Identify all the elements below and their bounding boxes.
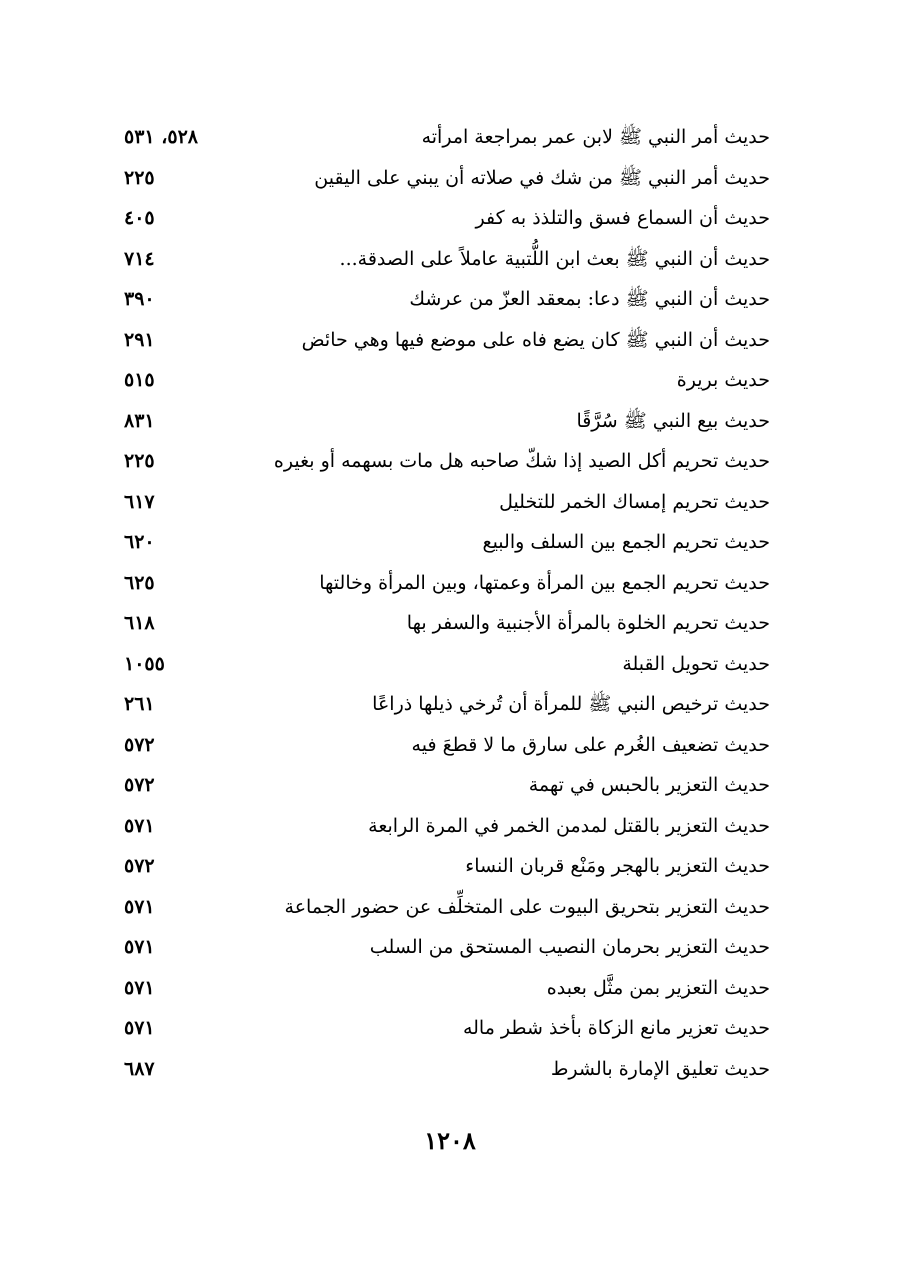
entry-title: حديث التعزير بالهجر ومَنْع قربان النساء bbox=[465, 855, 770, 877]
index-entry bbox=[110, 198, 770, 239]
entry-title: حديث تحريم الجمع بين المرأة وعمتها، وبين المرأة وخالتها bbox=[319, 571, 770, 594]
entry-title: حديث بريرة bbox=[676, 369, 770, 391]
entry-title: حديث تعليق الإمارة بالشرط bbox=[550, 1057, 770, 1080]
index-entry bbox=[110, 563, 770, 604]
index-entry bbox=[110, 765, 770, 806]
entry-page-numbers: ٢٩١ bbox=[124, 328, 155, 351]
index-entry bbox=[110, 684, 770, 725]
index-entry bbox=[110, 968, 770, 1009]
index-entry bbox=[110, 239, 770, 280]
entry-title: حديث أن النبي ﷺ دعا: بمعقد العزّ من عرشك bbox=[409, 288, 770, 310]
index-entry bbox=[110, 806, 770, 847]
entry-title: حديث بيع النبي ﷺ سُرَّقًا bbox=[576, 409, 770, 432]
entry-title: حديث تضعيف الغُرم على سارق ما لا قطعَ فيه bbox=[411, 733, 770, 756]
entry-page-numbers: ٢٢٥ bbox=[124, 166, 155, 189]
index-entry bbox=[110, 117, 770, 158]
entry-title: حديث تحريم الخلوة بالمرأة الأجنبية والسفر بها bbox=[406, 612, 770, 634]
entry-page-numbers: ٨٣١ bbox=[124, 409, 155, 432]
entry-page-numbers: ٣٩٠ bbox=[124, 288, 155, 310]
entry-page-numbers: ٥٧١ bbox=[124, 1017, 155, 1039]
entry-title: حديث التعزير بالقتل لمدمن الخمر في المرة الرابعة bbox=[368, 814, 770, 837]
entry-title: حديث ترخيص النبي ﷺ للمرأة أن تُرخي ذيلها ذراعًا bbox=[372, 693, 770, 715]
entry-title: حديث تحويل القبلة bbox=[622, 652, 770, 675]
entry-page-numbers: ٤٠٥ bbox=[124, 207, 155, 229]
entry-title: حديث التعزير بمن مثَّل بعبده bbox=[546, 976, 770, 999]
index-entry bbox=[110, 927, 770, 968]
entry-title: حديث التعزير بالحبس في تهمة bbox=[528, 774, 770, 796]
entry-title: حديث أن السماع فسق والتلذذ به كفر bbox=[475, 207, 770, 229]
index-entry bbox=[110, 522, 770, 563]
entry-page-numbers: ٢٦١ bbox=[124, 693, 155, 715]
entry-page-numbers: ٦١٨ bbox=[124, 612, 155, 634]
entry-page-numbers: ٥٧١ bbox=[124, 895, 155, 918]
entry-page-numbers: ٥١٥ bbox=[124, 369, 155, 391]
entry-title: حديث تحريم إمساك الخمر للتخليل bbox=[499, 490, 770, 513]
entry-title: حديث أمر النبي ﷺ لابن عمر بمراجعة امرأته bbox=[421, 126, 770, 148]
entry-title: حديث التعزير بحرمان النصيب المستحق من السلب bbox=[369, 936, 770, 958]
entry-page-numbers: ٥٧١ bbox=[124, 936, 155, 958]
entry-page-numbers: ٥٧٢ bbox=[124, 774, 155, 796]
entry-page-numbers: ٧١٤ bbox=[124, 247, 155, 270]
index-entry bbox=[110, 401, 770, 442]
entry-page-numbers: ٦٨٧ bbox=[124, 1057, 155, 1080]
entry-page-numbers: ٦٢٥ bbox=[124, 571, 155, 594]
entry-page-numbers: ٥٧٢ bbox=[124, 855, 155, 877]
index-entry bbox=[110, 887, 770, 928]
entry-page-numbers: ١٠٥٥ bbox=[124, 652, 165, 675]
entry-title: حديث التعزير بتحريق البيوت على المتخلِّف عن حضور الجماعة bbox=[284, 895, 770, 918]
entry-title: حديث تحريم الجمع بين السلف والبيع bbox=[482, 531, 770, 553]
entry-page-numbers: ٦٢٠ bbox=[124, 531, 155, 553]
entry-title: حديث تحريم أكل الصيد إذا شكّ صاحبه هل مات بسهمه أو بغيره bbox=[273, 450, 770, 472]
entry-title: حديث أن النبي ﷺ بعث ابن اللُّتبية عاملاً على الصدقة... bbox=[339, 247, 770, 270]
index-entry bbox=[110, 603, 770, 644]
entry-title: حديث أمر النبي ﷺ من شك في صلاته أن يبني على اليقين bbox=[314, 166, 770, 189]
index-entry bbox=[110, 279, 770, 320]
index-entry bbox=[110, 158, 770, 199]
index-entry bbox=[110, 644, 770, 685]
index-entry bbox=[110, 1008, 770, 1049]
page-number: ١٢٠٨ bbox=[424, 1126, 476, 1155]
index-entry bbox=[110, 846, 770, 887]
entry-page-numbers: ٥٧١ bbox=[124, 976, 155, 999]
entry-page-numbers: ٥٧٢ bbox=[124, 733, 155, 756]
hadith-index-list bbox=[110, 117, 770, 1089]
index-entry bbox=[110, 320, 770, 361]
index-entry bbox=[110, 1049, 770, 1090]
entry-title: حديث أن النبي ﷺ كان يضع فاه على موضع فيها وهي حائض bbox=[301, 328, 770, 351]
index-entry bbox=[110, 360, 770, 401]
entry-page-numbers: ٢٢٥ bbox=[124, 450, 155, 472]
entry-title: حديث تعزير مانع الزكاة بأخذ شطر ماله bbox=[462, 1017, 770, 1039]
entry-page-numbers: ٦١٧ bbox=[124, 490, 155, 513]
entry-page-numbers: ٥٢٨، ٥٣١ bbox=[124, 126, 198, 148]
index-entry bbox=[110, 482, 770, 523]
entry-page-numbers: ٥٧١ bbox=[124, 814, 155, 837]
index-entry bbox=[110, 441, 770, 482]
index-entry bbox=[110, 725, 770, 766]
